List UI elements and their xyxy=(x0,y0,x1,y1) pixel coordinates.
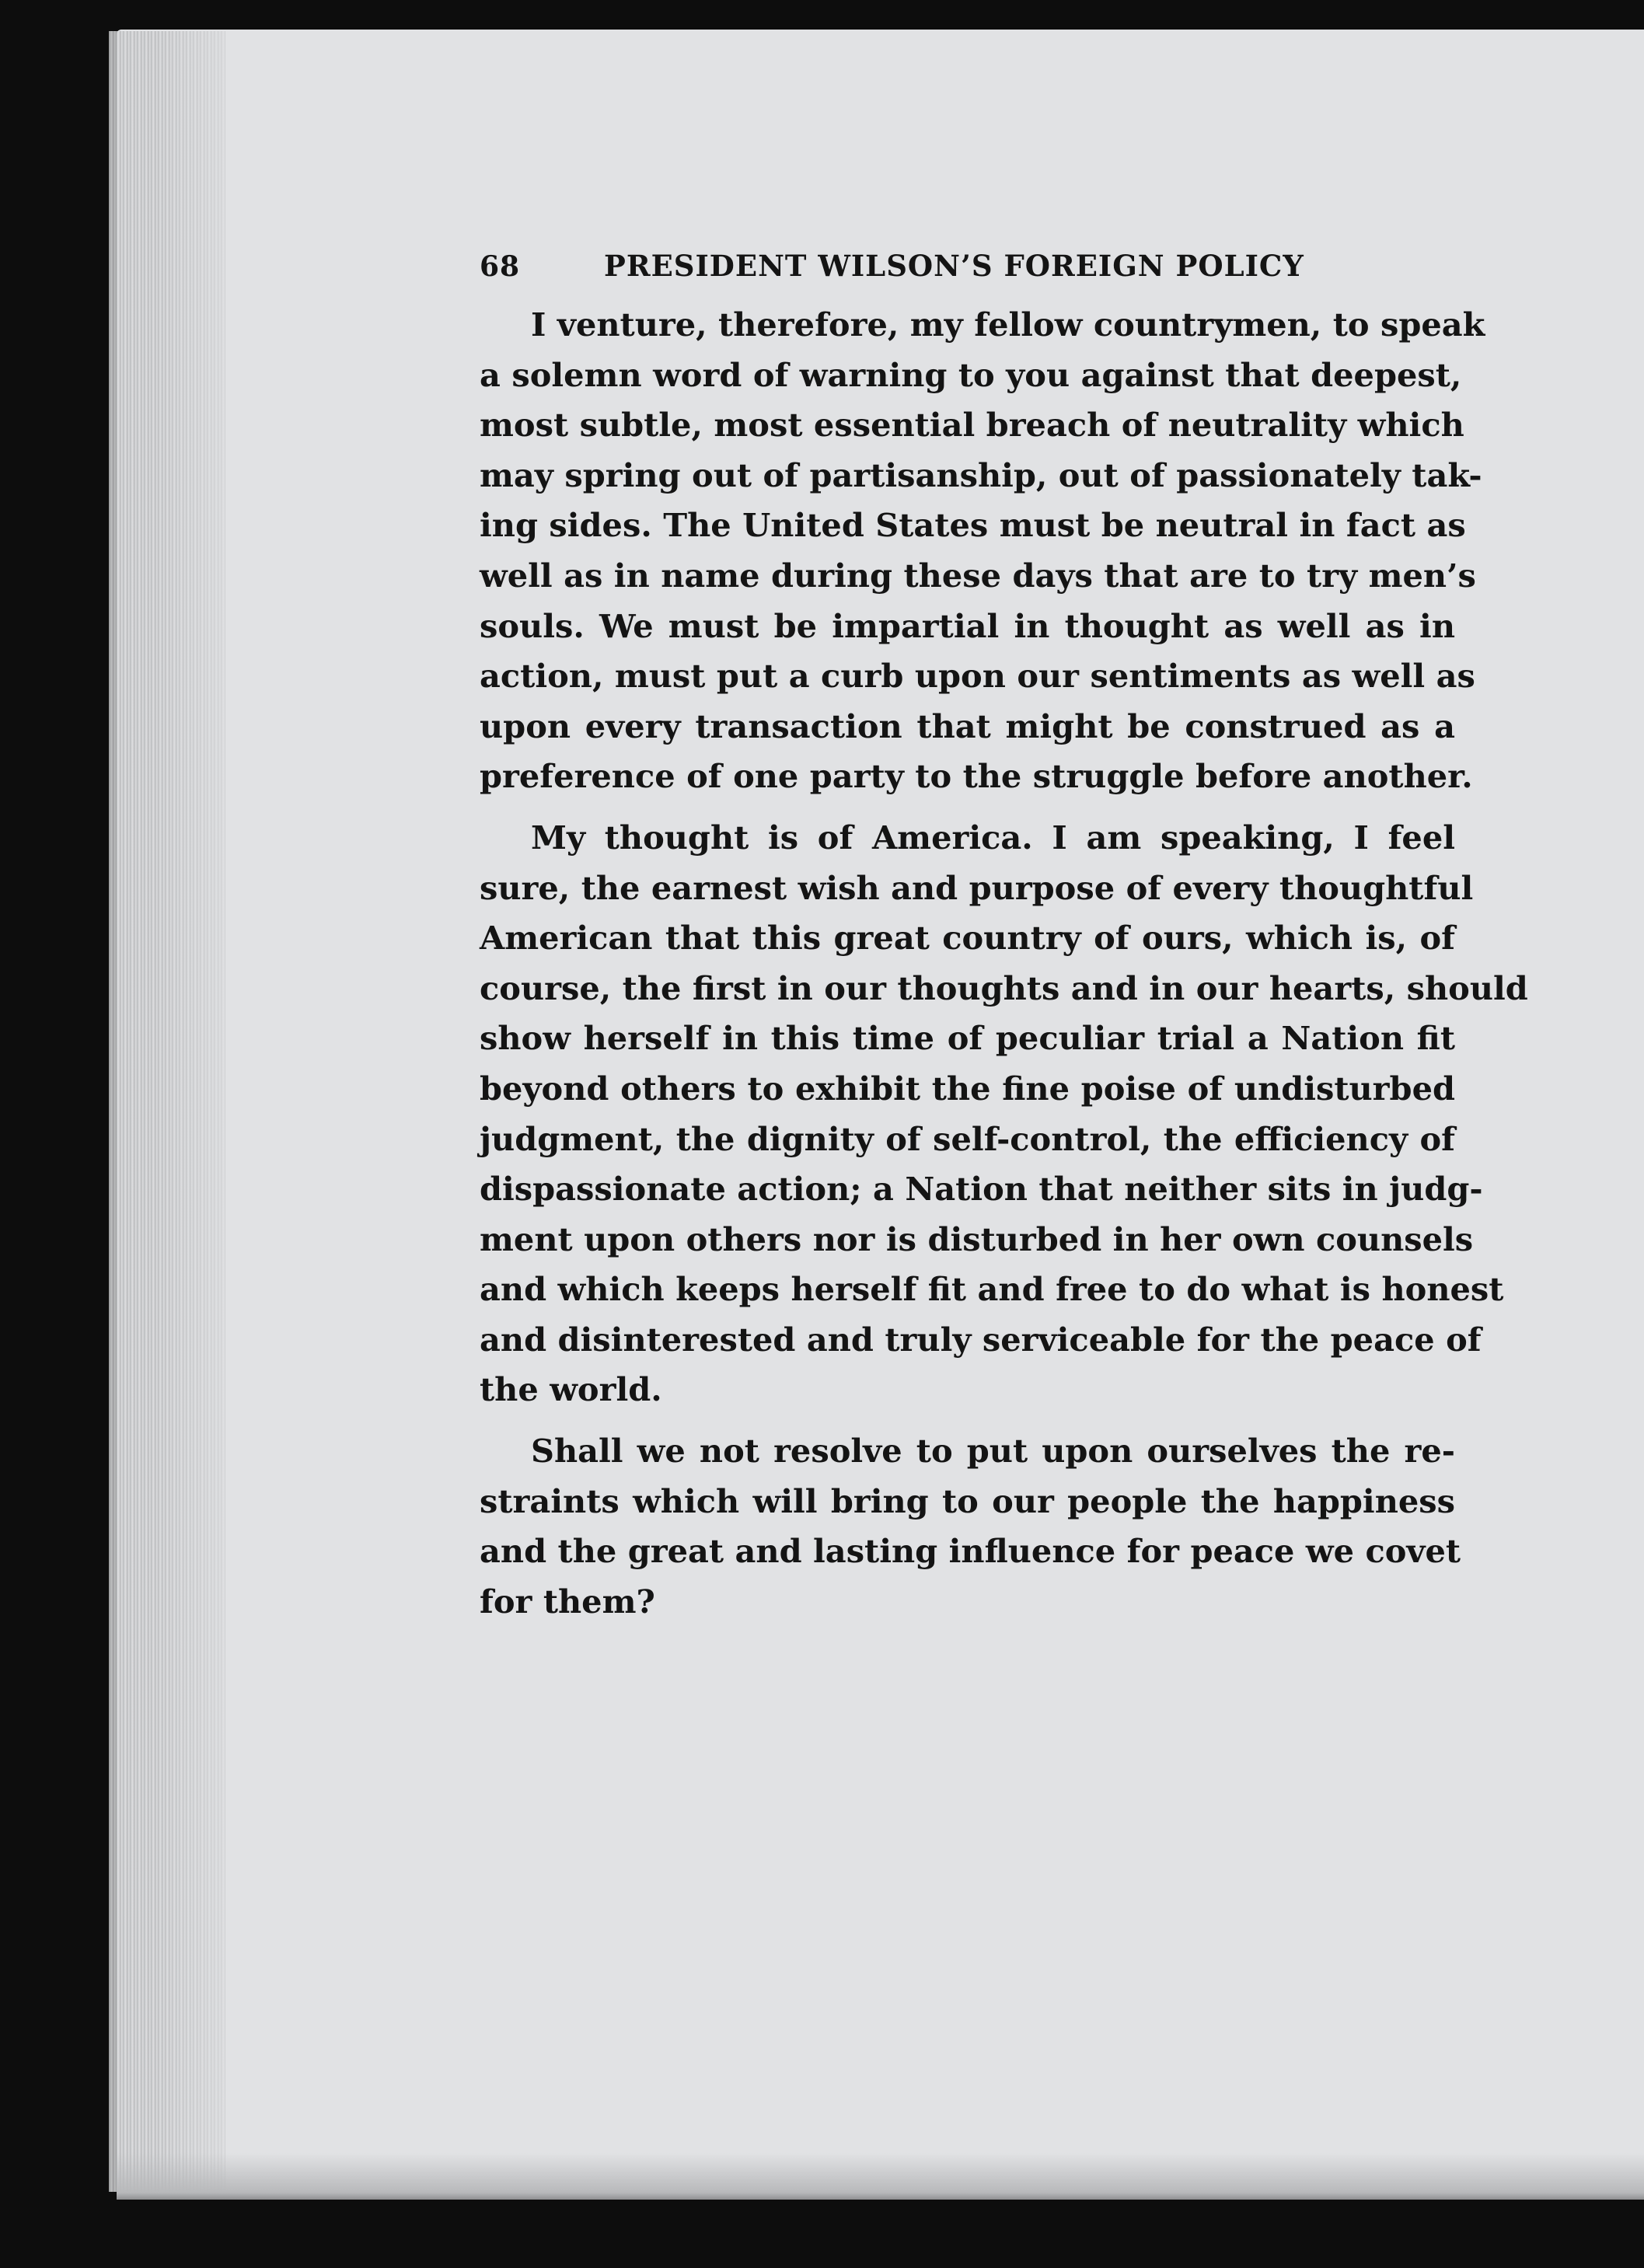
page-number: 68 xyxy=(480,250,521,283)
text-line: souls. We must be impartial in thought as well as in xyxy=(480,606,1455,645)
text-line: dispassionate action; a Nation that neither sits in judg- xyxy=(480,1170,1483,1209)
paragraph-america xyxy=(480,813,1528,1415)
text-line: and which keeps herself fit and free to do what is honest xyxy=(480,1270,1504,1309)
running-title: PRESIDENT WILSON’S FOREIGN POLICY xyxy=(604,249,1304,283)
text-line: action, must put a curb upon our sentiments as well as xyxy=(480,657,1475,696)
paragraph-warning xyxy=(480,300,1485,802)
text-line: straints which will bring to our people the happiness xyxy=(480,1481,1455,1520)
text-line: Shall we not resolve to put upon ourselves the re- xyxy=(531,1432,1455,1471)
text-line: preference of one party to the struggle before another. xyxy=(480,757,1473,796)
text-line: judgment, the dignity of self-control, the efficiency of xyxy=(480,1119,1455,1158)
text-line: and the great and lasting influence for peace we covet xyxy=(480,1532,1461,1571)
text-line: sure, the earnest wish and purpose of every thoughtful xyxy=(480,868,1474,907)
text-line: ment upon others nor is disturbed in her own counsels xyxy=(480,1219,1474,1258)
page-edge-fade xyxy=(155,31,264,2192)
text-line: beyond others to exhibit the fine poise of undisturbed xyxy=(480,1069,1455,1108)
page-text xyxy=(480,249,1528,1638)
text-line: and disinterested and truly serviceable for the peace of xyxy=(480,1320,1482,1359)
text-line: ing sides. The United States must be neutral in fact as xyxy=(480,506,1466,545)
running-head xyxy=(480,249,1455,283)
text-line: most subtle, most essential breach of neutrality which xyxy=(480,406,1464,445)
text-line: course, the first in our thoughts and in our hearts, should xyxy=(480,968,1528,1007)
page-bottom-shadow xyxy=(117,2153,1644,2200)
text-line: I venture, therefore, my fellow countrymen, to speak xyxy=(531,305,1485,344)
text-line: show herself in this time of peculiar trial a Nation fit xyxy=(480,1019,1455,1058)
text-line: American that this great country of ours, which is, of xyxy=(480,919,1455,958)
text-line: may spring out of partisanship, out of passionately tak- xyxy=(480,455,1482,494)
text-line: a solemn word of warning to you against that deepest, xyxy=(480,355,1462,394)
text-line: the world. xyxy=(480,1370,662,1409)
text-line: well as in name during these days that are to try men’s xyxy=(480,556,1476,595)
paragraph-resolve xyxy=(480,1426,1461,1627)
text-line: for them? xyxy=(480,1582,655,1621)
text-line: My thought is of America. I am speaking, I feel xyxy=(531,818,1455,857)
text-line: upon every transaction that might be construed as a xyxy=(480,707,1455,745)
